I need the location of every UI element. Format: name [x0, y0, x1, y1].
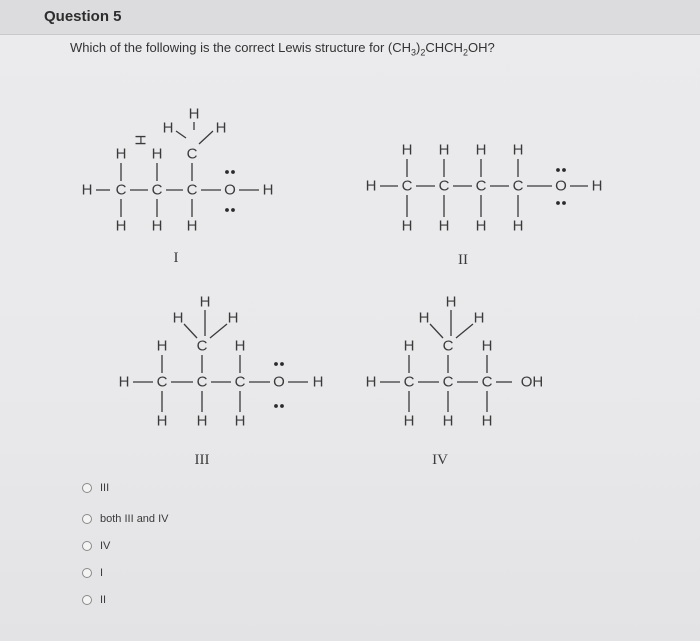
- hydrogen-atom: H: [591, 177, 603, 195]
- answer-option[interactable]: [82, 513, 169, 525]
- lone-pair-dot: [280, 362, 284, 366]
- hydrogen-atom: H: [438, 217, 450, 235]
- carbon-atom: C: [401, 177, 413, 195]
- hydrogen-atom: H: [481, 337, 493, 355]
- carbon-atom: C: [186, 145, 198, 163]
- hydrogen-atom: H: [438, 141, 450, 159]
- hydrogen-atom: H: [234, 337, 246, 355]
- lone-pair-dot: [274, 404, 278, 408]
- hydrogen-atom: H: [215, 119, 227, 137]
- hydrogen-atom: H: [81, 181, 93, 199]
- structure-label-ii: II: [458, 252, 468, 268]
- carbon-atom: C: [186, 181, 198, 199]
- hydrogen-atom: H: [445, 293, 457, 311]
- lone-pair-dot: [274, 362, 278, 366]
- hydrogen-atom: H: [151, 145, 163, 163]
- hydrogen-atom: H: [227, 309, 239, 327]
- subscript-2: 2: [420, 47, 426, 58]
- answer-option[interactable]: [82, 482, 109, 494]
- lone-pair-dot: [556, 201, 560, 205]
- answer-option-label: IV: [100, 540, 111, 552]
- question-text-part-2: ): [416, 40, 421, 55]
- hydrogen-atom: H: [115, 217, 127, 235]
- lone-pair-dot: [231, 170, 235, 174]
- structure-label-iii: III: [194, 452, 210, 468]
- lone-pair-dot: [225, 208, 229, 212]
- carbon-atom: C: [151, 181, 163, 199]
- hydrogen-atom: H: [156, 337, 168, 355]
- hydrogen-atom: H: [312, 373, 324, 391]
- carbon-atom: C: [196, 337, 208, 355]
- hydrogen-atom: H: [418, 309, 430, 327]
- carbon-atom: C: [512, 177, 524, 195]
- bond: [176, 131, 186, 138]
- lone-pair-dot: [562, 168, 566, 172]
- structure-label-iv: IV: [432, 452, 448, 468]
- hydrogen-atom: H: [234, 412, 246, 430]
- oxygen-atom: O: [224, 181, 236, 199]
- structure-label-i: I: [173, 250, 179, 266]
- carbon-atom: C: [403, 373, 415, 391]
- lone-pair-dot: [562, 201, 566, 205]
- hydrogen-atom: H: [512, 217, 524, 235]
- lone-pair-dot: [556, 168, 560, 172]
- hydrogen-atom: H: [401, 141, 413, 159]
- question-title: Question 5: [44, 8, 122, 25]
- answer-option[interactable]: [82, 567, 103, 579]
- carbon-atom: C: [442, 337, 454, 355]
- carbon-atom: C: [234, 373, 246, 391]
- answer-option-label: I: [100, 567, 104, 579]
- answer-option-label: both III and IV: [100, 513, 169, 525]
- hydrogen-atom: H: [186, 217, 198, 235]
- bond: [430, 324, 443, 338]
- bond: [184, 324, 197, 338]
- hydrogen-atom: H: [475, 141, 487, 159]
- question-text-part-1: Which of the following is the correct Lewis structure for (CH: [70, 40, 412, 55]
- carbon-atom: C: [475, 177, 487, 195]
- hydrogen-atom: H: [403, 412, 415, 430]
- carbon-atom: C: [196, 373, 208, 391]
- hydrogen-atom: H: [131, 134, 149, 146]
- bond: [456, 324, 473, 338]
- hydroxyl-group: OH: [520, 373, 544, 391]
- hydrogen-atom: H: [118, 373, 130, 391]
- carbon-atom: C: [156, 373, 168, 391]
- hydrogen-atom: H: [262, 181, 274, 199]
- answer-option-label: III: [100, 482, 110, 494]
- hydrogen-atom: H: [401, 217, 413, 235]
- hydrogen-atom: H: [403, 337, 415, 355]
- hydrogen-atom: H: [481, 412, 493, 430]
- hydrogen-atom: H: [365, 373, 377, 391]
- lone-pair-dot: [280, 404, 284, 408]
- lone-pair-dot: [225, 170, 229, 174]
- carbon-atom: C: [481, 373, 493, 391]
- hydrogen-atom: H: [475, 217, 487, 235]
- question-text-part-3: CHCH: [425, 40, 463, 55]
- answer-option[interactable]: [82, 594, 106, 606]
- oxygen-atom: O: [555, 177, 567, 195]
- hydrogen-atom: H: [199, 293, 211, 311]
- hydrogen-atom: H: [188, 105, 200, 123]
- hydrogen-atom: H: [151, 217, 163, 235]
- hydrogen-atom: H: [365, 177, 377, 195]
- radio-button[interactable]: [82, 541, 92, 551]
- answer-option[interactable]: [82, 540, 110, 552]
- carbon-atom: C: [442, 373, 454, 391]
- carbon-atom: C: [115, 181, 127, 199]
- hydrogen-atom: H: [115, 145, 127, 163]
- bond: [199, 131, 213, 144]
- hydrogen-atom: H: [473, 309, 485, 327]
- hydrogen-atom: H: [512, 141, 524, 159]
- subscript-3: 2: [462, 47, 468, 58]
- bond: [210, 324, 227, 338]
- carbon-atom: C: [438, 177, 450, 195]
- hydrogen-atom: H: [196, 412, 208, 430]
- question-text-part-4: OH?: [467, 40, 495, 55]
- lone-pair-dot: [231, 208, 235, 212]
- oxygen-atom: O: [273, 373, 285, 391]
- radio-button[interactable]: [82, 483, 92, 493]
- radio-button[interactable]: [82, 514, 92, 524]
- radio-button[interactable]: [82, 595, 92, 605]
- answer-option-label: II: [100, 594, 107, 606]
- hydrogen-atom: H: [172, 309, 184, 327]
- radio-button[interactable]: [82, 568, 92, 578]
- hydrogen-atom: H: [442, 412, 454, 430]
- subscript-1: 3: [411, 47, 417, 58]
- hydrogen-atom: H: [162, 119, 174, 137]
- hydrogen-atom: H: [156, 412, 168, 430]
